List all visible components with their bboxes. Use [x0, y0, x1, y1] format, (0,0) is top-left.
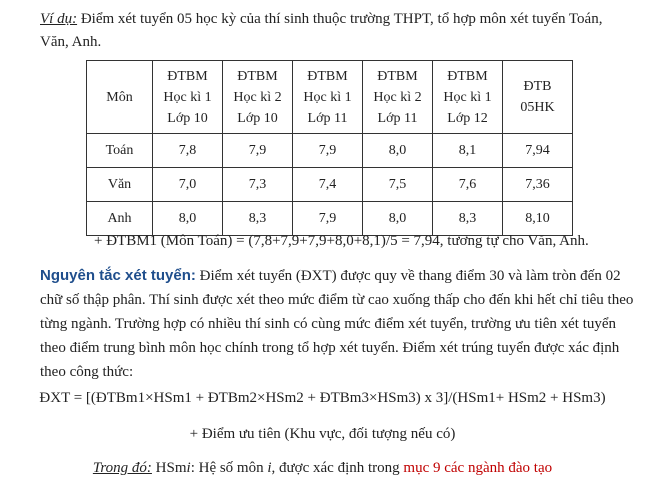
note-text: : Hệ số môn	[190, 460, 268, 476]
principle-paragraph	[40, 264, 640, 384]
header-line: Học kì 2	[373, 89, 422, 105]
coefficient-note	[0, 460, 645, 477]
table-cell: 7,9	[223, 134, 293, 168]
header-line: ĐTBM	[377, 68, 418, 84]
table-cell: 7,9	[293, 202, 363, 236]
note-lead: Trong đó:	[92, 460, 152, 476]
note-variable: i	[186, 460, 191, 476]
header-line: Học kì 2	[233, 89, 282, 105]
header-cell-average	[503, 61, 573, 134]
table-cell: 7,36	[503, 168, 573, 202]
score-table	[86, 60, 573, 236]
table-cell: 8,0	[153, 202, 223, 236]
table-cell: 8,0	[363, 134, 433, 168]
header-line: Môn	[106, 89, 133, 105]
principle-heading: Nguyên tắc xét tuyển:	[40, 267, 196, 284]
table-cell: 8,3	[433, 202, 503, 236]
table-row	[87, 134, 573, 168]
table-cell: 7,0	[153, 168, 223, 202]
table-cell: Toán	[87, 134, 153, 168]
header-line: ĐTBM	[307, 68, 348, 84]
header-line: Học kì 1	[303, 89, 352, 105]
example-formula: + ĐTBM1 (Môn Toán) = (7,8+7,9+7,9+8,0+8,1)/5 = 7,94, tương tự cho Văn, Anh.	[94, 233, 589, 249]
intro-text: Điểm xét tuyển 05 học kỳ của thí sinh thuộc trường THPT, tổ hợp môn xét tuyển Toán, Văn, Anh.	[40, 11, 603, 50]
header-cell-hk1-lop10	[153, 61, 223, 134]
header-line: Lớp 10	[167, 110, 208, 126]
section-link[interactable]: mục 9 các ngành đào tạo	[403, 460, 553, 476]
table-cell: 7,9	[293, 134, 363, 168]
table-cell: 8,10	[503, 202, 573, 236]
table-cell: 7,6	[433, 168, 503, 202]
table-cell: 7,4	[293, 168, 363, 202]
header-cell-subject	[87, 61, 153, 134]
header-cell-hk2-lop10	[223, 61, 293, 134]
header-line: ĐTBM	[237, 68, 278, 84]
header-line: Lớp 11	[307, 110, 348, 126]
intro-paragraph	[40, 8, 630, 54]
table-cell: Anh	[87, 202, 153, 236]
table-header-row	[87, 61, 573, 134]
header-line: Lớp 12	[447, 110, 488, 126]
header-cell-hk1-lop11	[293, 61, 363, 134]
note-text: , được xác định trong	[271, 460, 404, 476]
header-line: Học kì 1	[443, 89, 492, 105]
table-cell: 8,0	[363, 202, 433, 236]
header-line: ĐTB	[523, 79, 552, 94]
header-line: ĐTBM	[447, 68, 488, 84]
table-cell: 8,1	[433, 134, 503, 168]
table-cell: Văn	[87, 168, 153, 202]
table-cell: 7,3	[223, 168, 293, 202]
header-cell-hk2-lop11	[363, 61, 433, 134]
header-line: Lớp 11	[377, 110, 418, 126]
principle-text: Điểm xét tuyển (ĐXT) được quy về thang điểm 30 và làm tròn đến 02 chữ số thập phân. Thí sinh được xét theo mức điểm từ cao xuống thấp cho đến khi hết chỉ tiêu theo từng ngành. Trường hợp có nhiều thí sinh có cùng mức điểm xét tuyển, trường ưu tiên xét tuyển theo điểm trung bình môn học chính trong tổ hợp xét tuyển. Điểm xét trúng tuyển được xác định theo công thức:	[40, 268, 634, 380]
table-cell: 8,3	[223, 202, 293, 236]
header-line: Học kì 1	[163, 89, 212, 105]
table-cell: 7,8	[153, 134, 223, 168]
header-line: 05HK	[520, 100, 555, 115]
table-row	[87, 168, 573, 202]
admission-score-formula: ĐXT = [(ĐTBm1×HSm1 + ĐTBm2×HSm2 + ĐTBm3×HSm3) x 3]/(HSm1+ HSm2 + HSm3)	[39, 390, 606, 406]
intro-lead: Ví dụ:	[40, 11, 78, 27]
table-row	[87, 202, 573, 236]
note-variable: i	[267, 460, 272, 476]
priority-points-line: + Điểm ưu tiên (Khu vực, đối tượng nếu có)	[189, 426, 456, 442]
note-text: HSm	[151, 460, 187, 476]
table-cell: 7,94	[503, 134, 573, 168]
header-cell-hk1-lop12	[433, 61, 503, 134]
header-line: ĐTBM	[167, 68, 208, 84]
table-cell: 7,5	[363, 168, 433, 202]
header-line: Lớp 10	[237, 110, 278, 126]
